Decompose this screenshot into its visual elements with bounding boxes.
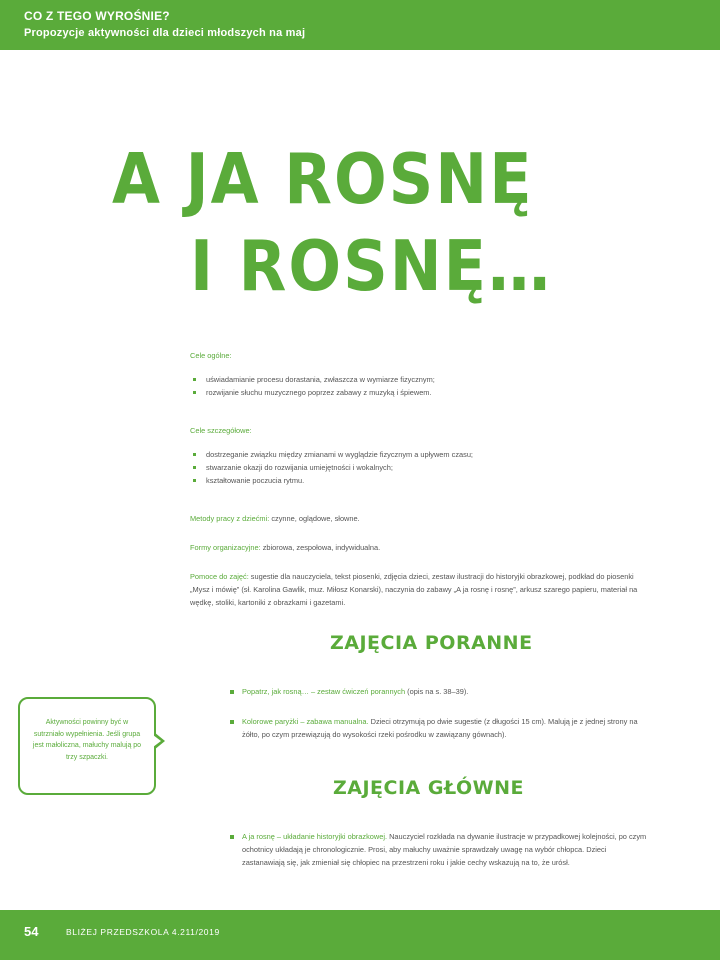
article-title-line-1: A JA ROSNĘ <box>112 138 534 221</box>
goals-specific-label: Cele szczegółowe: <box>190 426 252 435</box>
goals-general <box>190 349 648 399</box>
methods-text: czynne, oglądowe, słowne. <box>269 514 360 523</box>
activity-text: (opis na s. 38–39). <box>405 687 469 696</box>
goals-specific <box>190 424 648 487</box>
article-title-line-2: I ROSNĘ… <box>190 225 552 308</box>
forms-text: zbiorowa, zespołowa, indywidualna. <box>260 543 381 552</box>
forms-label: Formy organizacyjne: <box>190 543 261 552</box>
morning-activity-2 <box>230 715 650 741</box>
bullet-marker <box>230 835 234 839</box>
side-note-text: Aktywności powinny być w sutrzniało wypełnienia. Jeśli grupa jest małoliczna, małuchy malują po trzy szpaczki. <box>32 719 142 761</box>
list-item: dostrzeganie związku między zmianami w wyglądzie fizycznym a upływem czasu; <box>190 448 648 461</box>
methods-label: Metody pracy z dziećmi: <box>190 514 270 523</box>
activity-text: Nauczyciel rozkłada na dywanie ilustracje w przypadkowej kolejności, po czym ochotnicy układają je chronologicznie. Prosi, aby małuchy uważnie sprawdzały uwagę na wybór chłopca. Dzieci zastanawiają się, jak zmieniał się chłopiec na przestrzeni roku i jakie cechy wskazują na to, że urósł. <box>242 832 647 867</box>
morning-section-title: ZAJĘCIA PORANNE <box>330 632 533 654</box>
activity-label: A ja rosnę – układanie historyjki obrazkowej. <box>242 832 388 841</box>
main-activity-1 <box>230 830 650 869</box>
bullet-marker <box>230 690 234 694</box>
morning-activity-1 <box>230 685 650 698</box>
methods-line <box>190 512 648 525</box>
activity-label: Popatrz, jak rosną… – zestaw ćwiczeń porannych <box>242 687 406 696</box>
list-item: rozwijanie słuchu muzycznego poprzez zabawy z muzyką i śpiewem. <box>190 386 648 399</box>
header-bar <box>0 0 720 50</box>
publication-name: BLIŻEJ PRZEDSZKOLA 4.211/2019 <box>66 927 220 937</box>
side-note-pointer-inner <box>153 735 161 747</box>
materials-text: sugestie dla nauczyciela, tekst piosenki, zdjęcia dzieci, zestaw ilustracji do historyjki obrazkowej, podkład do piosenki „Mysz i mówię” (sł. Karolina Gawlik, muz. Miłosz Konarski), naczynia do zabawy „A ja rosnę i rosnę”, arkusz szarego papieru, materiał na wędkę, stoliki, kartoniki z obrazkami i gazetami. <box>190 572 638 607</box>
list-item: stwarzanie okazji do rozwijania umiejętności i wokalnych; <box>190 461 648 474</box>
goals-specific-list <box>190 448 648 487</box>
activity-label: Kolorowe paryżki – zabawa manualna. <box>242 717 369 726</box>
materials-paragraph <box>190 570 648 609</box>
list-item: kształtowanie poczucia rytmu. <box>190 474 648 487</box>
goals-general-list <box>190 373 648 399</box>
goals-general-label: Cele ogólne: <box>190 351 232 360</box>
materials-label: Pomoce do zajęć: <box>190 572 249 581</box>
activity-text: Dzieci otrzymują po dwie sugestie (z długości 15 cm). Malują je z jednej strony na żółto, po czym przewiązują do wysokości rzeki pośrodku w zawiązany gównach). <box>242 717 638 739</box>
bullet-marker <box>230 720 234 724</box>
main-section-title: ZAJĘCIA GŁÓWNE <box>333 777 524 799</box>
header-section-title: CO Z TEGO WYROŚNIE? <box>24 9 170 23</box>
side-note <box>18 697 156 795</box>
footer-bar <box>0 910 720 960</box>
page-number: 54 <box>24 924 39 939</box>
header-subtitle: Propozycje aktywności dla dzieci młodszych na maj <box>24 27 306 39</box>
list-item: uświadamianie procesu dorastania, zwłaszcza w wymiarze fizycznym; <box>190 373 648 386</box>
forms-line <box>190 541 648 554</box>
